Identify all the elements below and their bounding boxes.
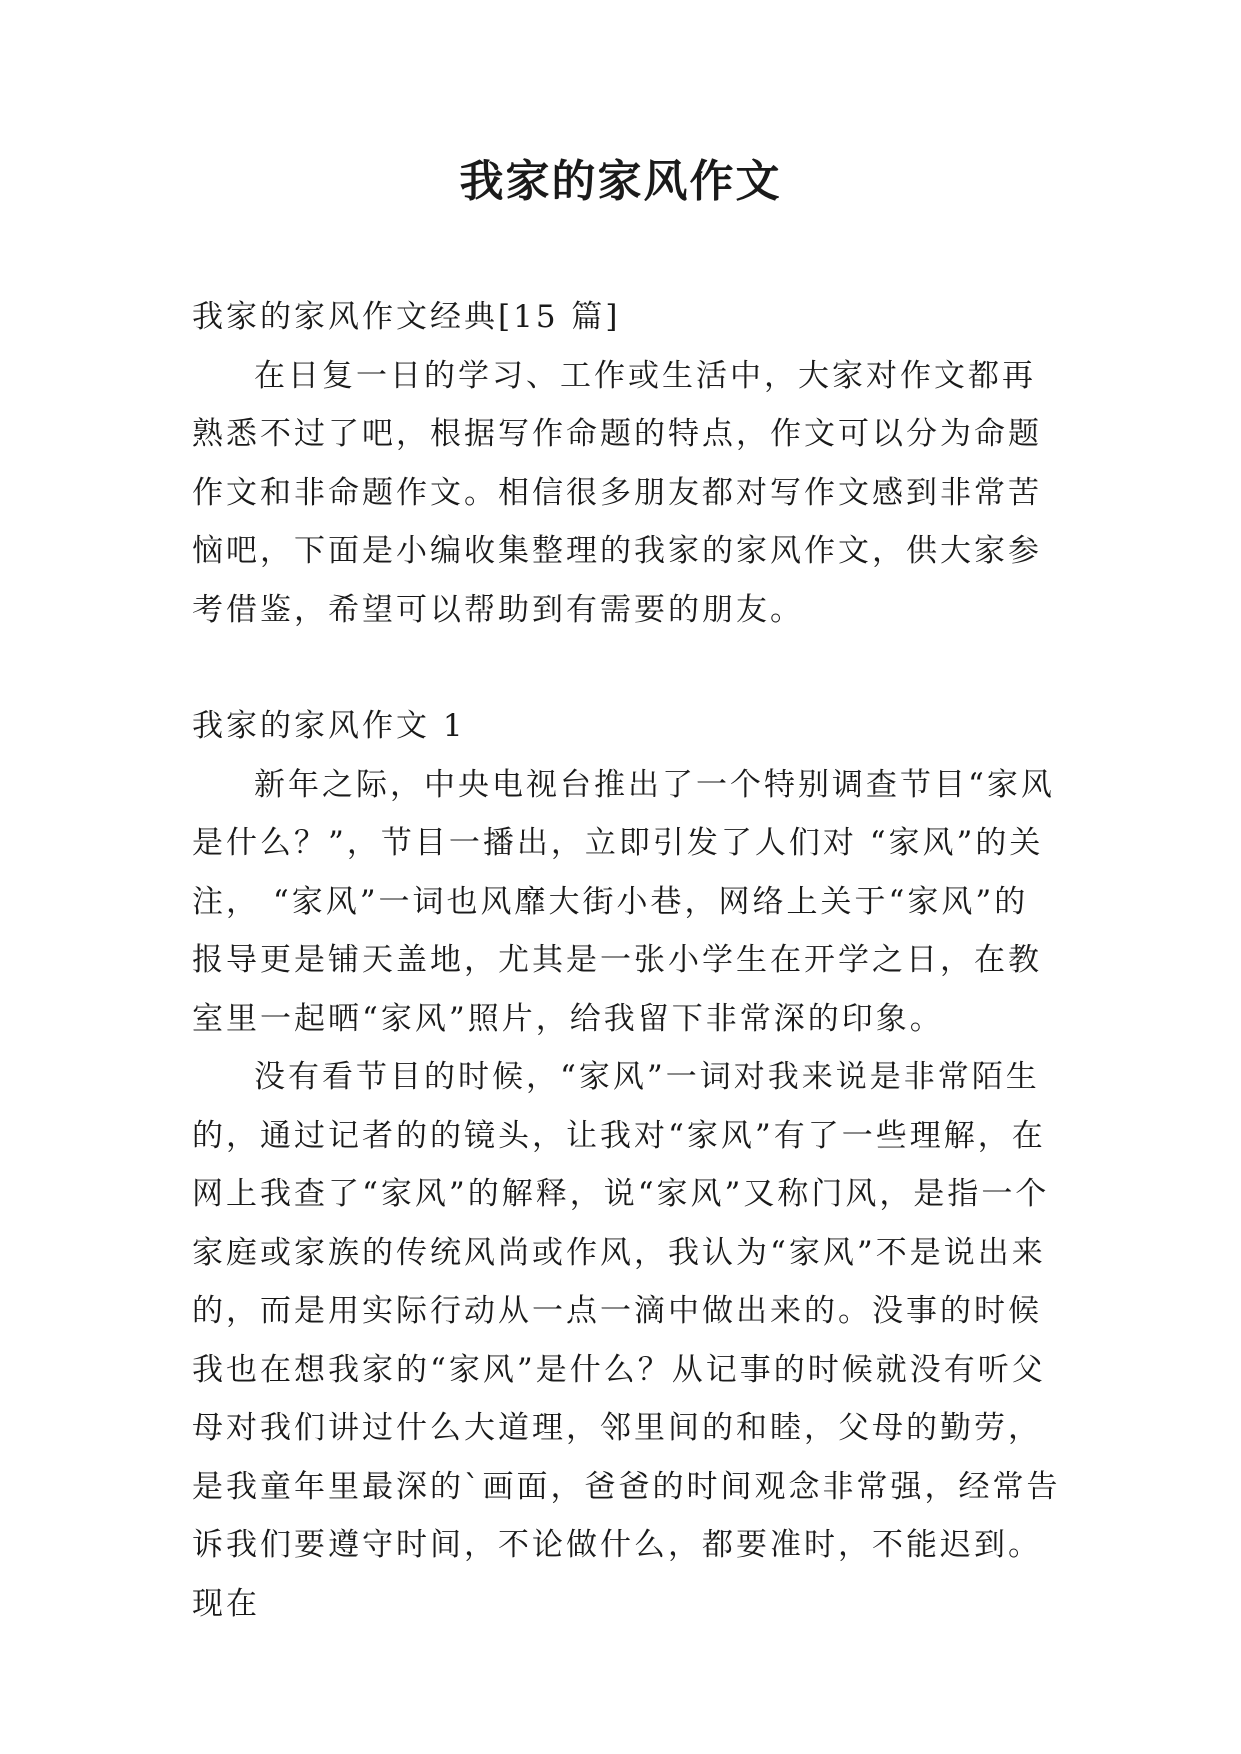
body-paragraph-2: 没有看节目的时候，“家风”一词对我来说是非常陌生的，通过记者的的镜头，让我对“家风”有了一些理解，在网上我查了“家风”的解释，说“家风”又称门风，是指一个家庭或家族的传统风尚或作风，我认为“家风”不是说出来的，而是用实际行动从一点一滴中做出来的。没事的时候我也在想我家的“家风”是什么？从记事的时候就没有听父母对我们讲过什么大道理，邻里间的和睦，父母的勤劳，是我童年里最深的`画面，爸爸的时间观念非常强，经常告诉我们要遵守时间，不论做什么，都要准时，不能迟到。现在: [192, 1059, 1061, 1622]
section-spacer: [192, 639, 1062, 697]
section-heading: 我家的家风作文 1: [192, 708, 466, 744]
document-subtitle: 我家的家风作文经典[15 篇]: [192, 299, 621, 335]
document-title: 我家的家风作文: [459, 156, 782, 207]
intro-paragraph: 在日复一日的学习、工作或生活中，大家对作文都再熟悉不过了吧，根据写作命题的特点，作文可以分为命题作文和非命题作文。相信很多朋友都对写作文感到非常苦恼吧，下面是小编收集整理的我家的家风作文，供大家参考借鉴，希望可以帮助到有需要的朋友。: [192, 357, 1042, 628]
body-paragraph-1: 新年之际，中央电视台推出了一个特别调查节目“家风是什么？”，节目一播出，立即引发了人们对 “家风”的关注， “家风”一词也风靡大街小巷，网络上关于“家风”的报导更是铺天盖地，尤其是一张小学生在开学之日，在教室里一起晒“家风”照片，给我留下非常深的印象。: [192, 766, 1055, 1037]
document-body: [192, 288, 1062, 1633]
